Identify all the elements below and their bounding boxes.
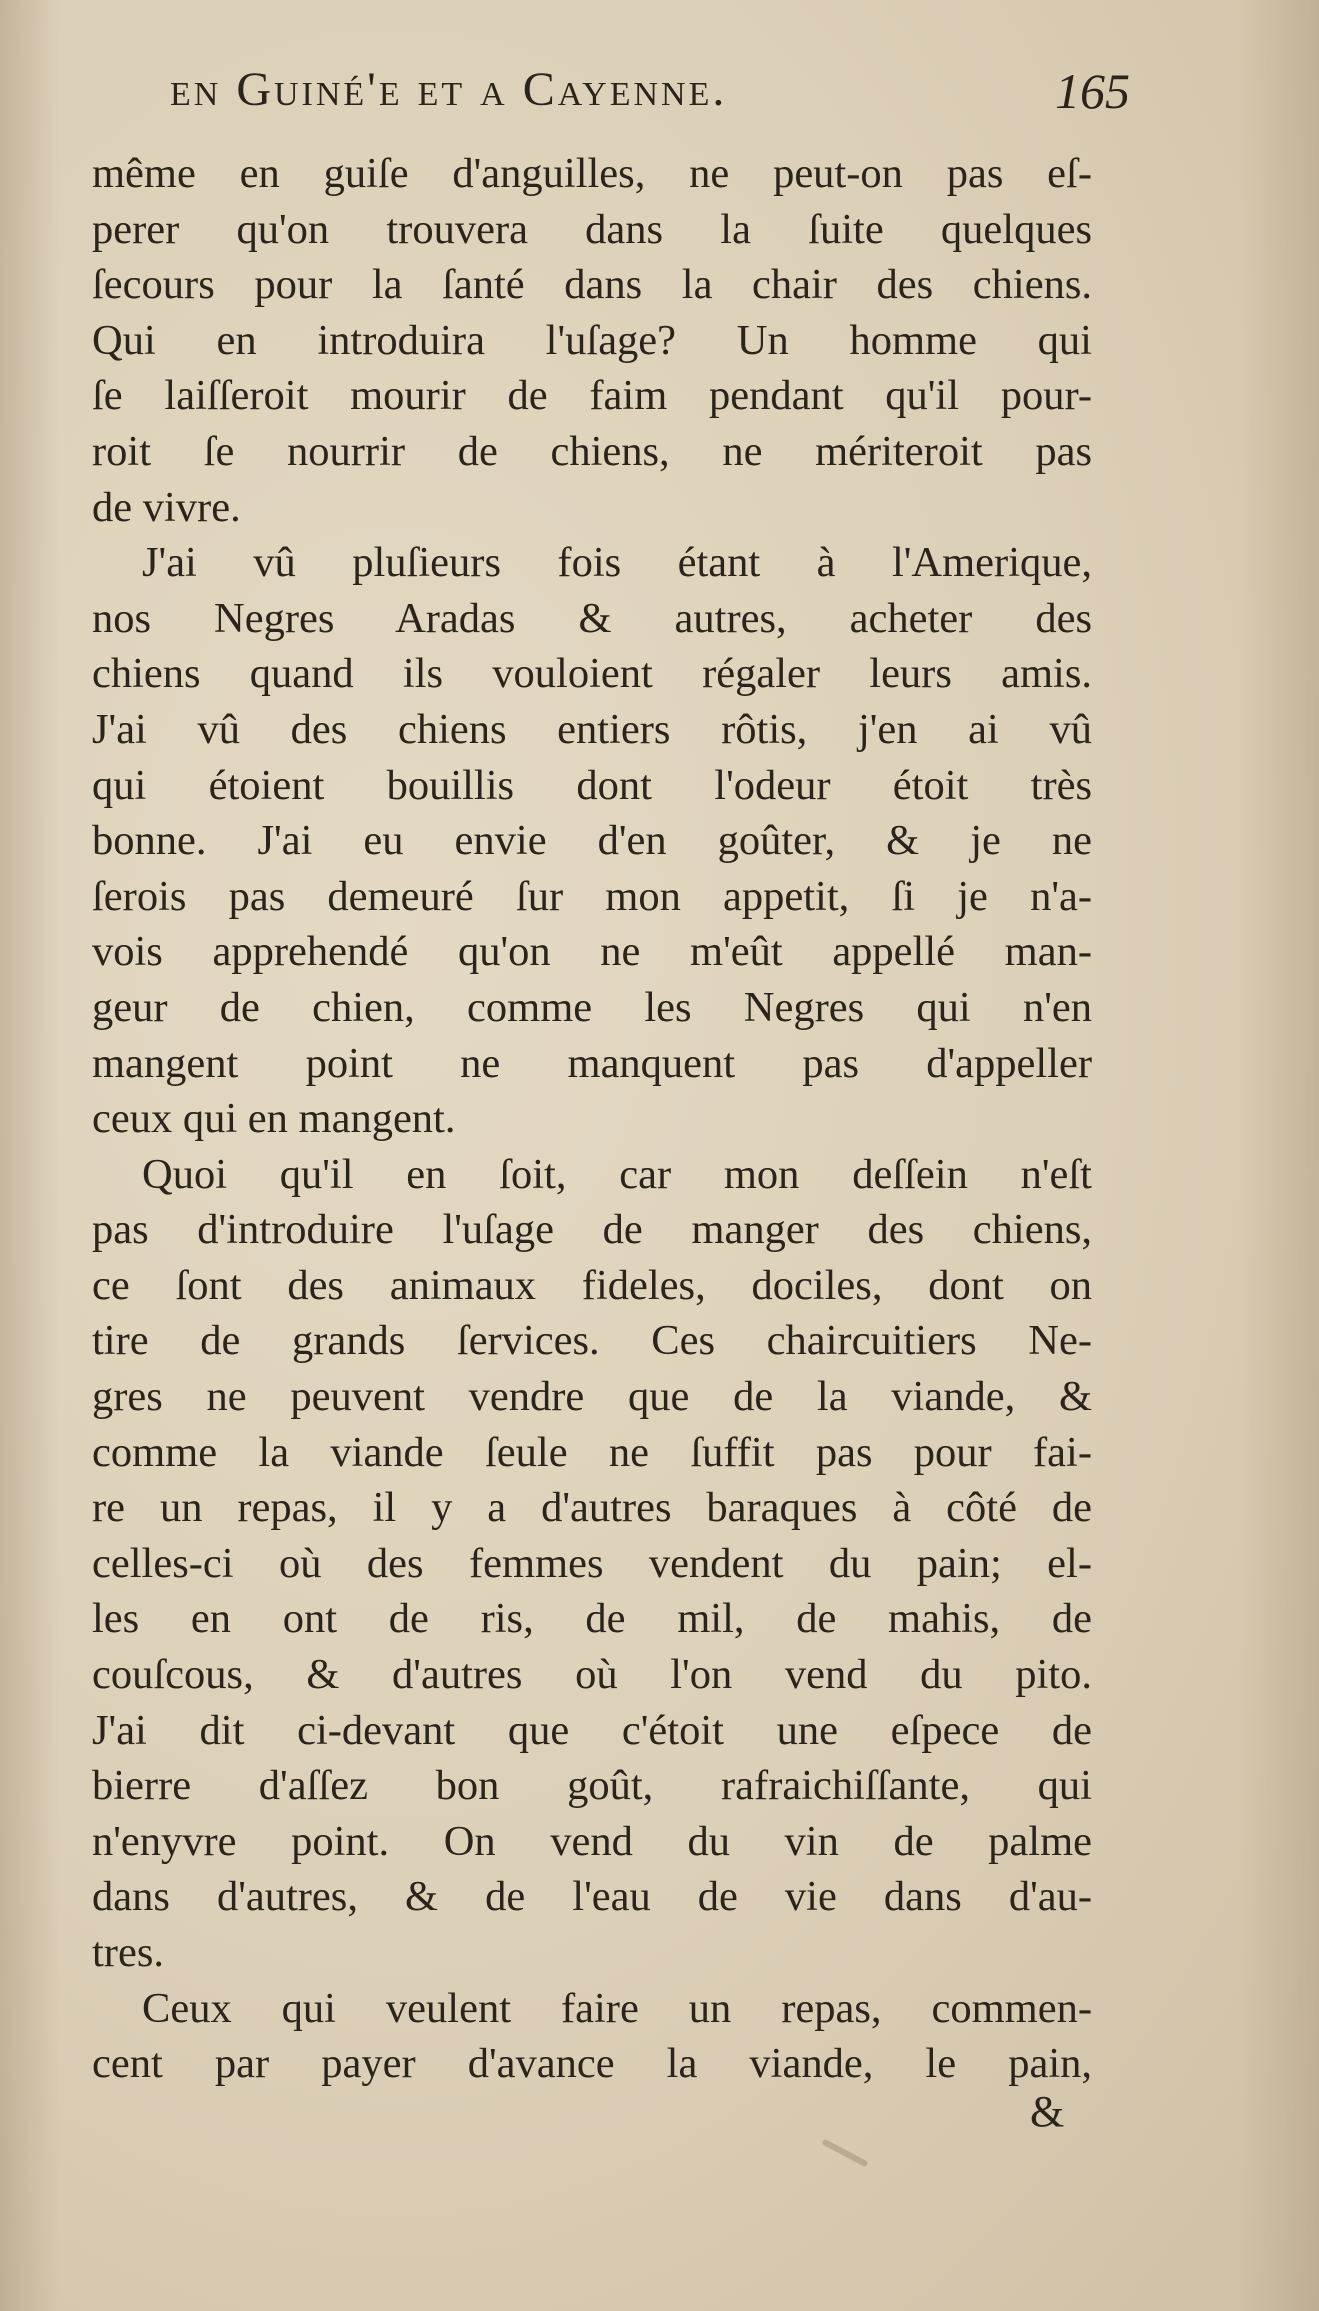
text-line: ſe laiſſeroit mourir de faim pendant qu'il pour- [92, 372, 1092, 420]
page-number: 165 [1055, 63, 1130, 119]
text-line: couſcous, & d'autres où l'on vend du pito. [92, 1651, 1092, 1699]
text-line: perer qu'on trouvera dans la ſuite quelques [92, 205, 1092, 253]
text-line: même en guiſe d'anguilles, ne peut-on pas eſ- [92, 150, 1092, 197]
page-header [170, 62, 1130, 132]
text-line: J'ai vû des chiens entiers rôtis, j'en ai vû [92, 705, 1092, 753]
text-line: comme la viande ſeule ne ſuffit pas pour fai- [92, 1428, 1092, 1476]
text-line: Qui en introduira l'uſage? Un homme qui [92, 316, 1092, 364]
text-line: tres. [92, 1929, 164, 1976]
text-line: Quoi qu'il en ſoit, car mon deſſein n'eſt [142, 1150, 1092, 1198]
text-line: Ceux qui veulent faire un repas, commen- [142, 1984, 1092, 2032]
text-line: tire de grands ſervices. Ces chaircuitiers Ne- [92, 1317, 1092, 1365]
running-title: en Guiné'e et a Cayenne. [170, 63, 728, 116]
text-line: dans d'autres, & de l'eau de vie dans d'au- [92, 1873, 1092, 1921]
text-line: nos Negres Aradas & autres, acheter des [92, 594, 1092, 642]
text-line: re un repas, il y a d'autres baraques à côté de [92, 1484, 1092, 1532]
ink-smudge [822, 2139, 869, 2168]
text-line: bierre d'aſſez bon goût, rafraichiſſante, qui [92, 1762, 1092, 1810]
text-line: les en ont de ris, de mil, de mahis, de [92, 1595, 1092, 1643]
text-line: de vivre. [92, 483, 241, 531]
text-line: vois apprehendé qu'on ne m'eût appellé man- [92, 928, 1092, 976]
gutter-shadow [0, 0, 60, 2311]
text-line: mangent point ne manquent pas d'appeller [92, 1039, 1092, 1087]
text-line: celles-ci où des femmes vendent du pain; el- [92, 1539, 1092, 1587]
text-line: gres ne peuvent vendre que de la viande, & [92, 1373, 1092, 1421]
text-line: cent par payer d'avance la viande, le pain, [92, 2040, 1092, 2088]
catchword: & [1030, 2087, 1065, 2136]
text-line: J'ai dit ci-devant que c'étoit une eſpece de [92, 1706, 1092, 1754]
text-line: ſerois pas demeuré ſur mon appetit, ſi je n'a- [92, 872, 1092, 920]
text-line: ceux qui en mangent. [92, 1095, 456, 1143]
text-line: chiens quand ils vouloient régaler leurs amis. [92, 650, 1092, 698]
text-line: ſecours pour la ſanté dans la chair des chiens. [92, 261, 1092, 309]
text-line: n'enyvre point. On vend du vin de palme [92, 1817, 1092, 1865]
text-line: ce ſont des animaux fideles, dociles, dont on [92, 1261, 1092, 1309]
text-line: pas d'introduire l'uſage de manger des chiens, [92, 1206, 1092, 1254]
page-edge-shadow [1239, 0, 1319, 2311]
text-line: geur de chien, comme les Negres qui n'en [92, 983, 1092, 1031]
text-line: bonne. J'ai eu envie d'en goûter, & je ne [92, 817, 1092, 865]
body-text [92, 146, 1092, 2092]
text-line: roit ſe nourrir de chiens, ne mériteroit pas [92, 427, 1092, 475]
text-line: qui étoient bouillis dont l'odeur étoit très [92, 761, 1092, 809]
text-line: J'ai vû pluſieurs fois étant à l'Amerique, [142, 539, 1092, 587]
